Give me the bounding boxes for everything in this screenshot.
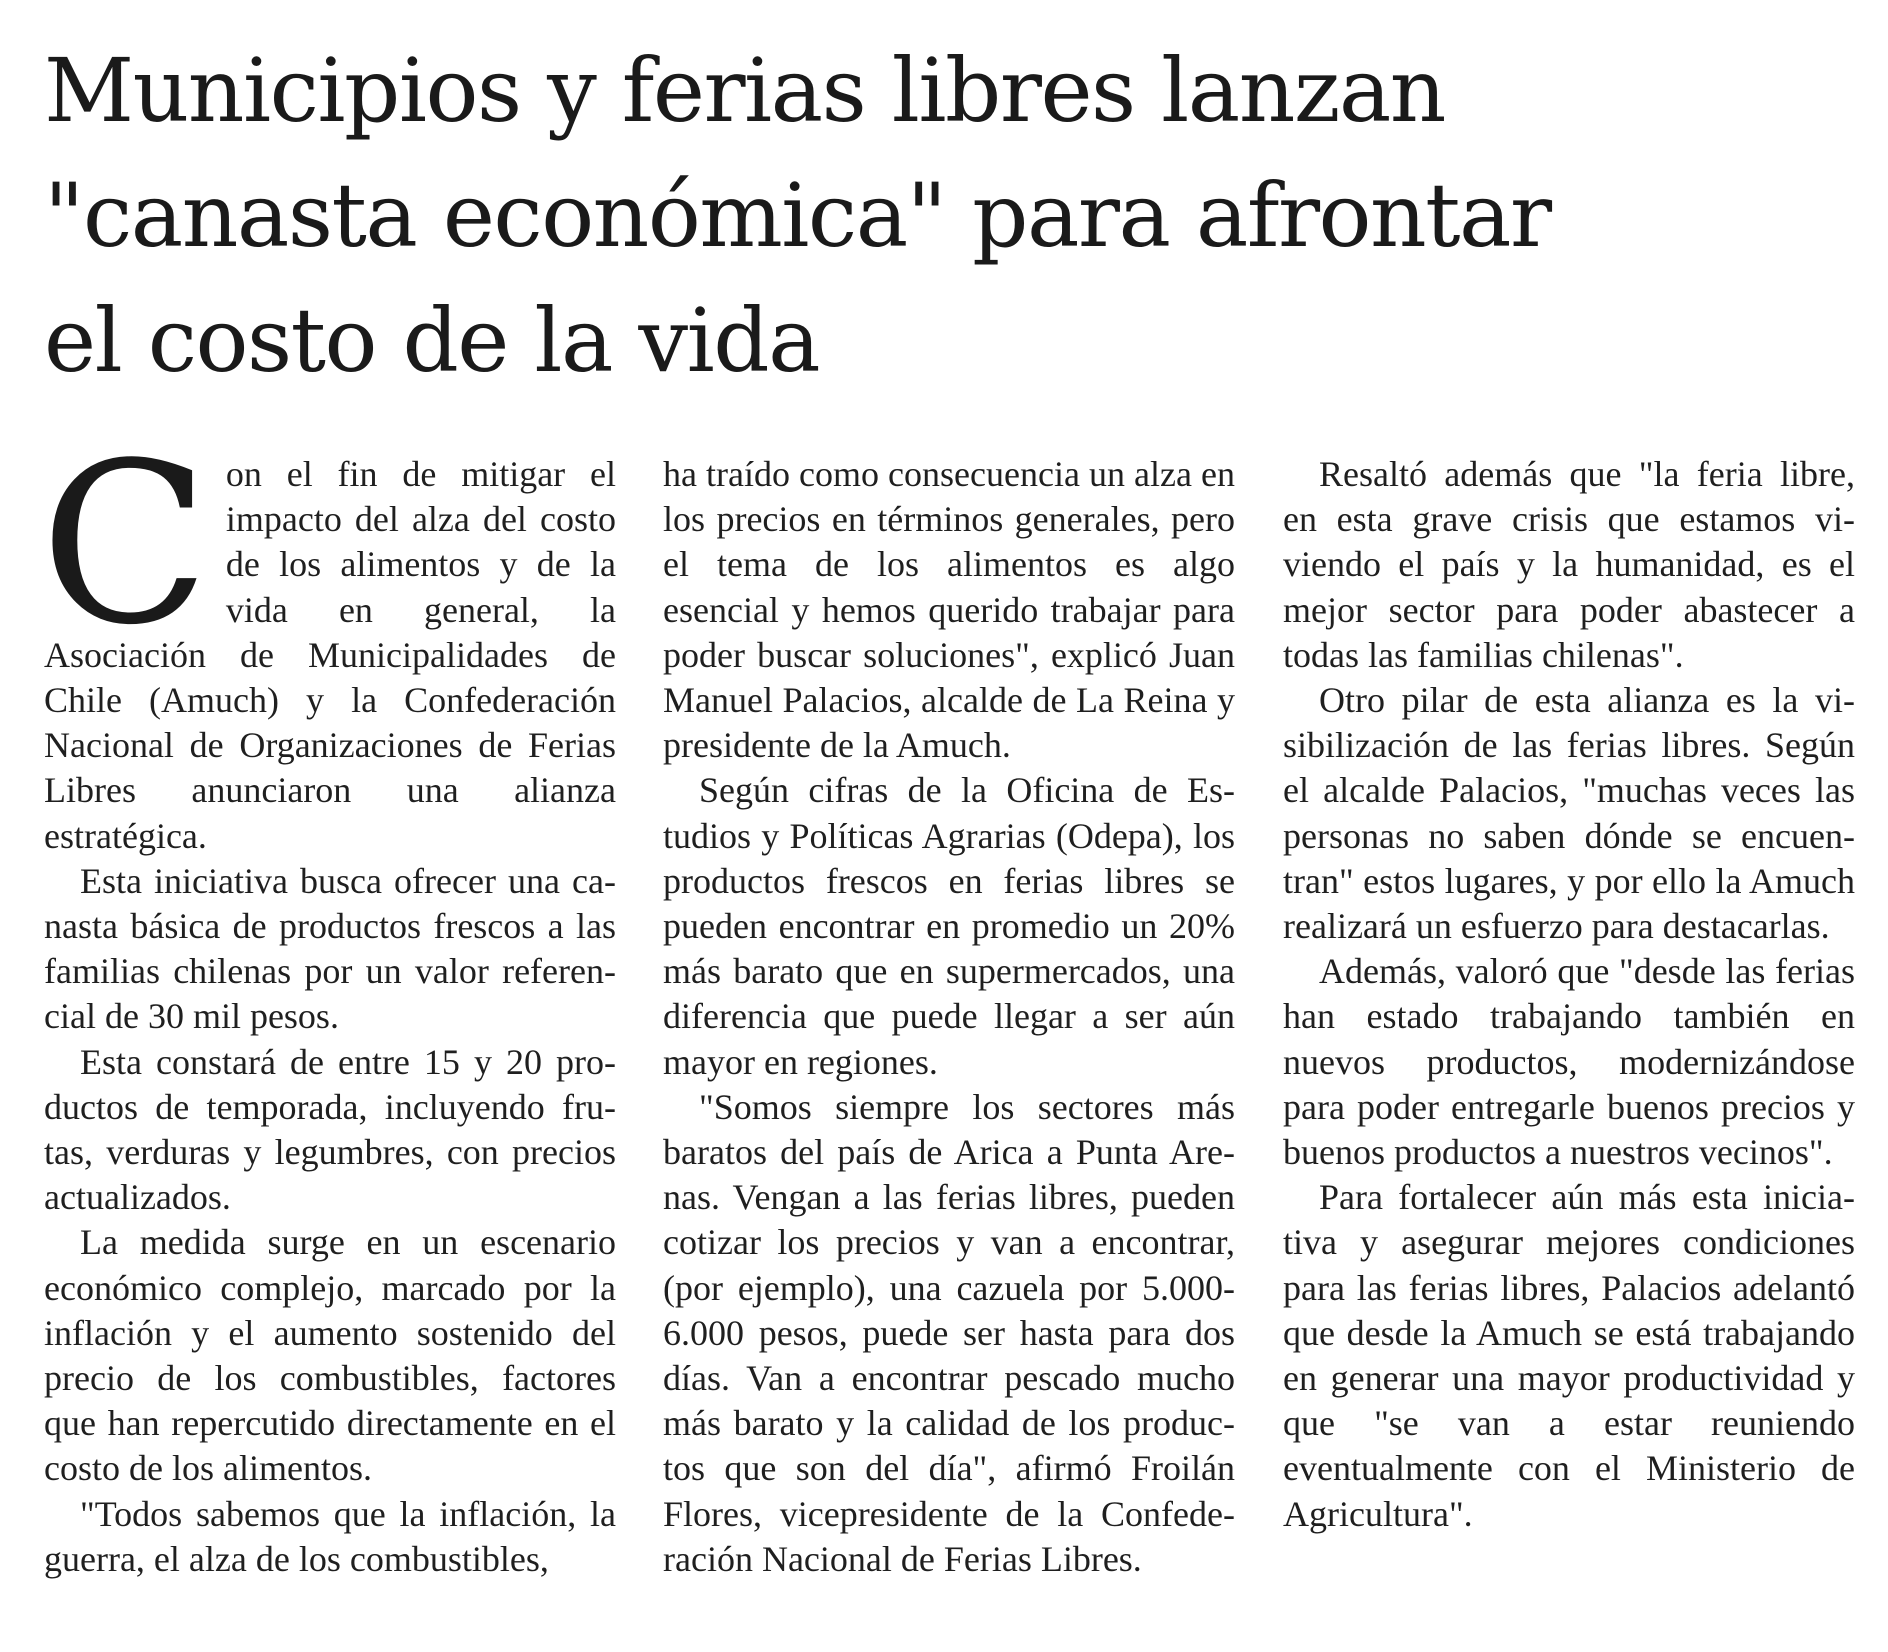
headline-line: "canasta económica" para afrontar [44,164,1551,267]
article-column-3 [1283,452,1855,1537]
body-paragraph: Según cifras de la Oficina de Estudios y Políticas Agrarias (Odepa), los productos frescos en ferias libres se pueden encontrar en promedio un 20% más barato que en supermercados, una diferencia que puede llegar a ser aún mayor en regiones. [663,770,1235,1082]
body-paragraph: Otro pilar de esta alianza es la visibilización de las ferias libres. Según el alcalde Palacios, "muchas veces las personas no saben dónde se encuentran" estos lugares, y por ello la Amuch realizará un esfuerzo para destacarlas. [1283,680,1855,947]
body-paragraph: Esta constará de entre 15 y 20 productos de temporada, incluyendo frutas, verduras y legumbres, con precios actualizados. [44,1041,616,1218]
headline-line: Municipios y ferias libres lanzan [44,39,1445,142]
body-paragraph: Resaltó además que "la feria libre, en esta grave crisis que estamos viviendo el país y la humanidad, es el mejor sector para poder abastecer a todas las familias chilenas". [1283,454,1855,675]
body-paragraph: Esta iniciativa busca ofrecer una canasta básica de productos frescos a las familias chilenas por un valor referencial de 30 mil pesos. [44,860,616,1037]
article-headline [44,28,1844,403]
headline-line: el costo de la vida [44,289,820,392]
body-paragraph: "Somos siempre los sectores más baratos del país de Arica a Punta Arenas. Vengan a las ferias libres, pueden cotizar los precios y van a encontrar, (por ejemplo), una cazuela por 5.000-6.000 pesos, puede ser hasta para dos días. Van a encontrar pescado mucho más barato y la calidad de los productos que son del día", afirmó Froilán Flores, vicepresidente de la Confederación Nacional de Ferias Libres. [663,1086,1235,1579]
article-column-2 [663,452,1235,1582]
drop-cap: C [40,416,210,674]
body-paragraph: "Todos sabemos que la inflación, la guerra, el alza de los combustibles, [44,1493,616,1579]
body-paragraph: ha traído como consecuencia un alza en los precios en términos generales, pero el tema de los alimentos es algo esencial y hemos querido trabajar para poder buscar soluciones", explicó Juan Manuel Palacios, alcalde de La Reina y presidente de la Amuch. [663,454,1235,766]
body-paragraph: La medida surge en un escenario económico complejo, marcado por la inflación y el aumento sostenido del precio de los combustibles, factores que han repercutido directamente en el costo de los alimentos. [44,1222,616,1489]
body-paragraph: Además, valoró que "desde las ferias han estado trabajando también en nuevos productos, modernizándose para poder entregarle buenos precios y buenos productos a nuestros vecinos". [1283,951,1855,1173]
body-paragraph: on el fin de mitigar el impacto del alza del costo de los alimentos y de la vida en general, la Asociación de Municipalidades de Chile (Amuch) y la Confederación Nacional de Organizaciones de Ferias Libres anunciaron una alianza estratégica. [44,454,616,856]
body-paragraph: Para fortalecer aún más esta iniciativa y asegurar mejores condiciones para las ferias libres, Palacios adelantó que desde la Amuch se está trabajando en generar una mayor productividad y que "se van a estar reuniendo eventualmente con el Ministerio de Agricultura". [1283,1177,1855,1534]
article-column-1 [40,416,616,1582]
